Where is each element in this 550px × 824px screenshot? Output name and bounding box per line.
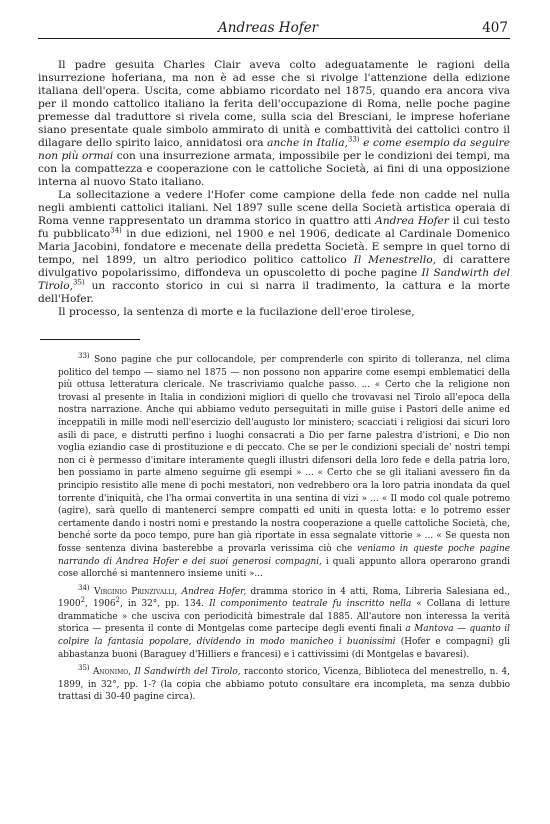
footnote-35: $^{35)}$ Anonimo, Il Sandwirth del Tirolo, racconto storico, Vicenza, Biblioteca del menestrello, n. 4, 1899, in 32°, pp. 1-? (la copia che abbiamo potuto consultare era incompleta, ma senza dubbio trattasi di 30-40 pagine circa). <box>58 664 510 703</box>
footnotes <box>38 354 510 704</box>
footnote-33: $^{33)}$ Sono pagine che pur collocandole, per comprenderle con spirito di tolleranza, nel clima politico del tempo — siamo nel 1875 — non possono non apparire come esempi emblematici della più ottusa letteratura clericale. Ne trascriviamo qualche passo. ... « Certo che la religione non trovasi al presente in Italia in condizioni migliori di quello che trovavasi nel Tirolo all'epoca della nostra narrazione. Anche qui abbiamo veduto perseguitati in mille guise i Pastori delle anime ed inceppatili in mille modi nell'esercizio dell'augusto lor ministero; scacciati i religiosi dai sicuri loro asili di pace, e distrutti perfino i luoghi consacrati a Dio per farne palestra d'istrioni, e Dio non voglia eziandio case di prostituzione e di peccato. Che se per le condizioni speciali de' nostri tempi non ci è permesso d'imitare interamente quegli illustri difensori della loro fede e della patria loro, ben possiamo in parte almeno seguirne gli esempi » ... « Certo che se gli italiani avessero fin da principio resistito alle mene di pochi mestatori, non vedrebbero ora la loro patria inondata da quel torrente d'iniquità, che l'ha ormai convertita in una sentina di vizi » ... « Il modo col quale potremo (agire), sarà quello di mantenerci sempre compatti ed uniti in questa lotta: e lo potremo esser certamente dando i nostri nomi e prestando la nostra cooperazione a quelle cattoliche Società, che, benché sorte da poco tempo, pure han già riportate in essa segnalate vittorie » ... « Se questa non fosse sentenza divina basterebbe a provarla verissima ciò che veniamo in queste poche pagine narrando di Andrea Hofer e dei suoi generosi compagni, i quali appunto allora operarono grandi cose allorché si mantennero insieme uniti »... <box>58 352 510 580</box>
paragraph-1: Il padre gesuita Charles Clair aveva colto adeguatamente le ragioni della insurrezione hoferiana, ma non è ad esse che si rivolge l'attenzione della edizione italiana dell'opera. Uscita, come abbiamo ricordato nel 1875, quando era ancora viva per il mondo cattolico italiano la ferita dell'occupazione di Roma, nelle poche pagine premesse dal traduttore si rivela come, sulla scia del Bresciani, le imprese hoferiane siano presentate quale simbolo ammirato di unità e combattività dei cattolici contro il dilagare dello spirito laico, annidatosi ora anche in Italia,$^{33)}$ e come esempio da seguire non più ormai con una insurrezione armata, impossibile per le condizioni dei tempi, ma con la compattezza e cooperazione con le cattoliche Società, ai fini di una opposizione interna al nuovo Stato italiano. <box>38 59 511 188</box>
footnote-ref-34[interactable]: 34) <box>110 226 122 235</box>
footnote-separator <box>40 339 140 340</box>
paragraph-2: La sollecitazione a vedere l'Hofer come campione della fede non cadde nel nulla negli ambienti cattolici italiani. Nel 1897 sulle scene della Società artistica operaia di Roma venne rappresentato un dramma storico in quattro atti Andrea Hofer il cui testo fu pubblicato$^{34)}$ in due edizioni, nel 1900 e nel 1906, dedicate al Cardinale Domenico Maria Jacobini, fondatore e mecenate della predetta Società. E sempre in quel torno di tempo, nel 1899, un altro periodico politico cattolico Il Menestrello, di carattere divulgativo popolarissimo, diffondeva un opuscoletto di poche pagine Il Sandwirth del Tirolo,$^{35)}$ un racconto storico in cui si narra il tradimento, la cattura e la morte dell'Hofer. <box>38 189 510 305</box>
page-number: 407 <box>482 20 508 36</box>
footnote-ref-33[interactable]: 33) <box>347 135 360 144</box>
main-text <box>38 59 510 319</box>
footnote-ref-35[interactable]: 35) <box>73 278 85 287</box>
footnote-34: $^{34)}$ Virginio Prinzivalli, Andrea Hofer, dramma storico in 4 atti, Roma, Libreria Salesiana ed., 1900$^2$, 1906$^2$, in 32°, pp. 134. Il componimento teatrale fu inscritto nella « Collana di letture drammatiche » che usciva con periodicità bimestrale dal 1885. All'autore non interessa la verità storica — presenta il conte di Montgelas come partecipe degli eventi finali a Mantova — quanto il colpire la fantasia popolare, dividendo in modo manicheo i buonissimi (Hofer e compagni) gli abbastanza buoni (Baraguey d'Hilliers e francesi) e i cattivissimi (di Montgelas e bavaresi). <box>58 583 510 660</box>
running-title: Andreas Hofer <box>218 20 319 36</box>
running-head <box>38 20 510 39</box>
paragraph-3: Il processo, la sentenza di morte e la fucilazione dell'eroe tirolese, <box>58 306 415 318</box>
